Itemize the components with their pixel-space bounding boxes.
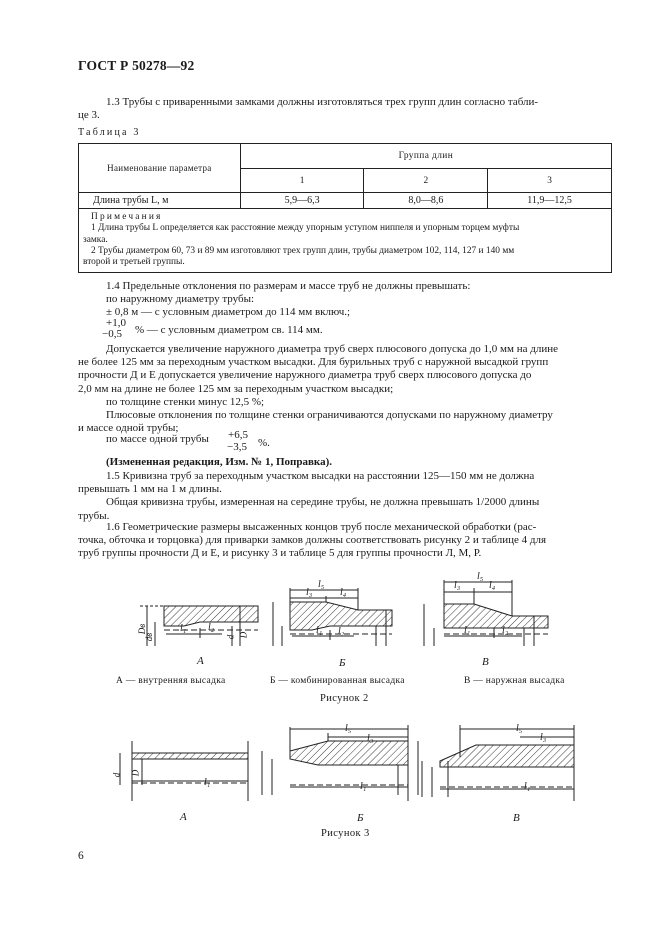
dim-label: l₂ xyxy=(502,625,509,636)
tolerance-text: % — с условным диаметром св. 114 мм. xyxy=(135,324,323,336)
variant-letter: Б xyxy=(339,657,346,669)
para-line: 1.3 Трубы с приваренными замками должны изготовляться трех групп длин согласно табли- xyxy=(106,96,539,108)
dim-label: dв xyxy=(144,632,155,642)
dim-label: l₃ xyxy=(454,580,461,591)
document-header: ГОСТ Р 50278—92 xyxy=(78,58,195,73)
dim-label: l₅ xyxy=(345,723,352,734)
dim-label: l₅ xyxy=(318,579,325,590)
variant-letter: В xyxy=(482,656,489,668)
para-line: 2,0 мм на длине не более 125 мм за переходным участком высадки; xyxy=(78,382,394,395)
fig2-variant-b xyxy=(273,588,392,646)
variant-letter: А xyxy=(197,655,204,667)
dim-label: l₁ xyxy=(204,777,211,788)
dim-label: d xyxy=(225,634,236,640)
dim-label: l₂ xyxy=(208,622,215,633)
section-1-3 xyxy=(78,96,614,109)
dim-label: l₁ xyxy=(524,781,531,792)
fig3-variant-b xyxy=(262,725,418,801)
para-line: точка, обточка и торцовка) для приварки замков должны соответствовать рисунку 2 и таблице 4 для xyxy=(78,534,547,547)
dim-label: D xyxy=(238,631,249,639)
group-header: Группа длин xyxy=(240,144,611,169)
para-line: труб группы прочности Д и Е, и рисунку 3 и таблице 5 для группы прочности Л, М, Р. xyxy=(78,547,482,560)
note-line: 1 Длина трубы L определяется как расстояние между упорным уступом ниппеля и упорным торцем муфты xyxy=(91,223,520,234)
fig3-variant-c xyxy=(422,725,574,801)
dim-label: l₁ xyxy=(360,781,367,792)
figure-caption: В — наружная высадка xyxy=(464,676,565,686)
para-line: 1.5 Кривизна труб за переходным участком высадки на расстоянии 125—150 мм не должна xyxy=(106,470,535,482)
fig2-variant-a xyxy=(140,606,258,646)
dim-label: d xyxy=(111,772,122,778)
tolerance-minus: −0,5 xyxy=(102,328,122,340)
dim-label: D xyxy=(130,769,141,777)
section-1-4 xyxy=(78,280,614,320)
dim-label: l₄ xyxy=(340,587,347,598)
dim-label: l₃ xyxy=(306,587,313,598)
dim-label: l₂ xyxy=(338,626,345,637)
variant-letter: А xyxy=(180,811,187,823)
para-line: по наружному диаметру трубы: xyxy=(106,293,255,306)
variant-letter: В xyxy=(513,812,520,824)
mass-minus: −3,5 xyxy=(227,441,247,453)
para-line: Общая кривизна трубы, измеренная на середине трубы, не должна превышать 1/2000 длины xyxy=(106,496,540,509)
para-line: не более 125 мм за переходным участком высадки. Для бурильных труб с наружной высадкой групп xyxy=(78,356,549,369)
table-notes xyxy=(79,209,612,273)
para-allow xyxy=(78,343,614,435)
para-line: трубы. xyxy=(78,509,110,522)
group-number: 1 xyxy=(240,169,364,193)
figure-title: Рисунок 2 xyxy=(320,693,369,704)
dim-label: l₅ xyxy=(516,723,523,734)
mass-prefix: по массе одной трубы xyxy=(106,433,209,445)
dim-label: l₁ xyxy=(180,623,187,634)
dim-label: l₁ xyxy=(464,625,471,636)
row-value: 8,0—8,6 xyxy=(364,193,488,209)
dim-label: l₃ xyxy=(540,732,547,743)
para-line: ± 0,8 м — с условным диаметром до 114 мм включ.; xyxy=(106,306,351,319)
row-value: 11,9—12,5 xyxy=(488,193,612,209)
para-line: Плюсовые отклонения по толщине стенки ограничиваются допусками по наружному диаметру xyxy=(106,409,553,422)
para-line: превышать 1 мм на 1 м длины. xyxy=(78,483,222,496)
para-line: прочности Д и Е допускается увеличение наружного диаметра труб сверх плюсового допуска до xyxy=(78,369,532,382)
note-line: замка. xyxy=(83,234,108,245)
para-line: и массе одной трубы; xyxy=(78,422,179,435)
table-title: Таблица 3 xyxy=(78,127,141,138)
section-1-5 xyxy=(78,470,614,523)
dim-label: l₁ xyxy=(316,625,323,636)
row-value: 5,9—6,3 xyxy=(240,193,364,209)
figure-title: Рисунок 3 xyxy=(321,828,370,839)
para-line: 1.6 Геометрические размеры высаженных концов труб после механической обработки (рас- xyxy=(106,521,537,533)
figure-caption: Б — комбинированная высадка xyxy=(270,676,405,686)
figure-2-drawing xyxy=(0,570,661,680)
notes-title: Примечания xyxy=(91,212,163,222)
para-line: це 3. xyxy=(78,109,100,121)
para-line: по толщине стенки минус 12,5 %; xyxy=(106,395,265,408)
dim-label: l₅ xyxy=(477,571,484,582)
dim-label: l₄ xyxy=(489,580,496,591)
figure-caption: А — внутренняя высадка xyxy=(116,676,226,686)
note-line: 2 Трубы диаметром 60, 73 и 89 мм изготовляют трех групп длин, трубы диаметром 102, 114, 127 и 140 мм xyxy=(91,245,515,256)
variant-letter: Б xyxy=(357,812,364,824)
mass-unit: %. xyxy=(258,437,270,449)
figure-3-drawing xyxy=(0,715,661,815)
mass-plus: +6,5 xyxy=(228,429,248,441)
para-line: Допускается увеличение наружного диаметра труб сверх плюсового допуска до 1,0 мм на длине xyxy=(106,343,558,355)
group-number: 2 xyxy=(364,169,488,193)
row-label: Длина трубы L, м xyxy=(79,193,241,209)
page-number: 6 xyxy=(78,850,84,862)
param-header: Наименование параметра xyxy=(79,144,241,193)
group-number: 3 xyxy=(488,169,612,193)
length-groups-table xyxy=(78,143,612,273)
fig2-variant-c xyxy=(424,580,548,646)
edition-note: (Измененная редакция, Изм. № 1, Поправка). xyxy=(106,456,332,468)
dim-label: l₃ xyxy=(367,733,374,744)
dim-label: Dв xyxy=(137,623,148,635)
section-1-6 xyxy=(78,521,614,561)
note-line: второй и третьей группы. xyxy=(83,257,185,268)
tolerance-plus: +1,0 xyxy=(106,317,126,329)
para-line: 1.4 Предельные отклонения по размерам и массе труб не должны превышать: xyxy=(106,280,471,292)
